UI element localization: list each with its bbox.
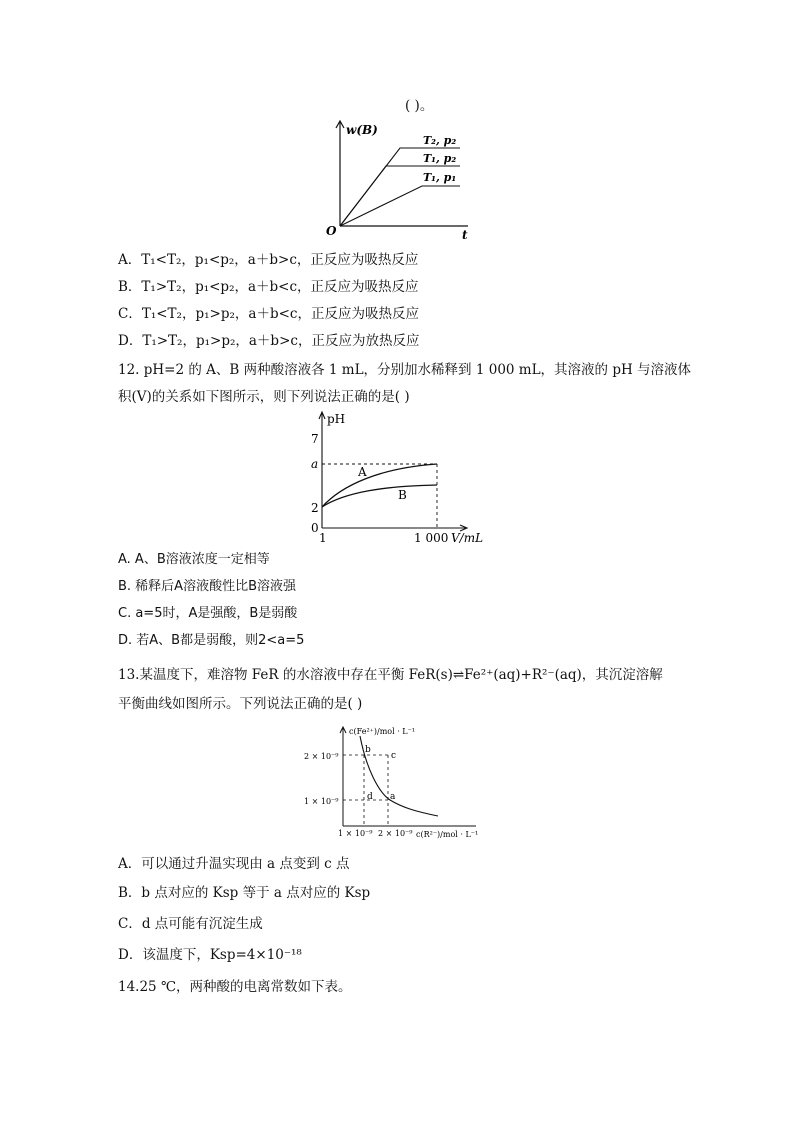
q12-ylabel: pH — [327, 412, 346, 426]
q13-curve — [360, 736, 438, 816]
q13-ytick-2e-9: 2 × 10⁻⁹ — [304, 752, 339, 761]
q11-option-a: A．T₁<T₂，p₁<p₂，a＋b>c，正反应为吸热反应 — [118, 252, 419, 268]
q13-point-a: a — [390, 792, 396, 802]
q13-xtick-1e-9: 1 × 10⁻⁹ — [338, 829, 373, 838]
q12-xtick-1: 1 — [319, 531, 327, 545]
q13-axes — [340, 727, 476, 826]
q12-option-c: C. a=5时，A是强酸，B是弱酸 — [118, 606, 298, 621]
q11-origin: O — [326, 224, 337, 238]
q11-option-b: B．T₁>T₂，p₁<p₂，a＋b<c，正反应为吸热反应 — [118, 279, 419, 295]
q13-option-a: A．可以通过升温实现由 a 点变到 c 点 — [118, 856, 350, 872]
q13-ytick-1e-9: 1 × 10⁻⁹ — [304, 797, 339, 806]
q12-curve-b — [322, 485, 437, 507]
q12-xlabel: V/mL — [451, 531, 484, 545]
q12-option-b: B. 稀释后A溶液酸性比B溶液强 — [118, 579, 296, 594]
q12-xtick-1000: 1 000 — [414, 531, 449, 545]
q13-option-b: B．b 点对应的 Ksp 等于 a 点对应的 Ksp — [118, 885, 371, 901]
q12-label-b: B — [398, 488, 407, 502]
q11-answer-bracket: ( )。 — [405, 98, 434, 114]
q11-label-T2p2: T₂, p₂ — [423, 134, 457, 147]
q13-point-d: d — [367, 792, 373, 802]
q12-ytick-2: 2 — [311, 501, 319, 515]
q12-ytick-7: 7 — [311, 432, 319, 446]
q13-xlabel: c(R²⁻)/mol · L⁻¹ — [416, 830, 479, 839]
q11-label-T1p2: T₁, p₂ — [423, 152, 457, 165]
q11-option-c: C．T₁<T₂，p₁>p₂，a＋b<c，正反应为吸热反应 — [118, 306, 419, 322]
q11-ylabel: w(B) — [346, 123, 378, 137]
q12-stem-line1: 12. pH=2 的 A、B 两种酸溶液各 1 mL，分别加水稀释到 1 000 mL，其溶液的 pH 与溶液体 — [118, 362, 692, 378]
q12-option-d: D. 若A、B都是弱酸，则2<a=5 — [118, 633, 305, 648]
q12-ytick-0: 0 — [311, 521, 319, 535]
q13-figure — [298, 722, 498, 844]
q11-xlabel: t — [462, 228, 468, 242]
q13-option-d: D．该温度下，Ksp=4×10⁻¹⁸ — [118, 947, 302, 963]
q12-option-a: A. A、B溶液浓度一定相等 — [118, 552, 270, 567]
q12-ytick-a: a — [311, 457, 319, 471]
q11-label-T1p1: T₁, p₁ — [423, 171, 457, 184]
q13-point-b: b — [365, 745, 371, 755]
q13-xtick-2e-9: 2 × 10⁻⁹ — [378, 829, 413, 838]
q13-option-c: C．d 点可能有沉淀生成 — [118, 916, 263, 932]
q11-figure — [320, 118, 480, 243]
q12-label-a: A — [358, 465, 367, 479]
q11-curve-T1p1 — [340, 186, 460, 226]
q14-stem: 14.25 ℃，两种酸的电离常数如下表。 — [118, 979, 352, 995]
q13-stem-line2: 平衡曲线如图所示。下列说法正确的是( ) — [118, 696, 363, 712]
q12-axes — [319, 412, 467, 531]
q12-stem-line2: 积(V)的关系如下图所示，则下列说法正确的是( ) — [118, 389, 410, 405]
q13-point-c: c — [391, 751, 397, 761]
q13-stem-line1: 13.某温度下，难溶物 FeR 的水溶液中存在平衡 FeR(s)⇌Fe²⁺(aq)+R²⁻(aq)，其沉淀溶解 — [118, 667, 663, 683]
q13-ylabel: c(Fe²⁺)/mol · L⁻¹ — [349, 727, 416, 736]
q11-option-d: D．T₁>T₂，p₁>p₂，a＋b>c，正反应为放热反应 — [118, 333, 420, 349]
q12-figure — [300, 410, 500, 546]
